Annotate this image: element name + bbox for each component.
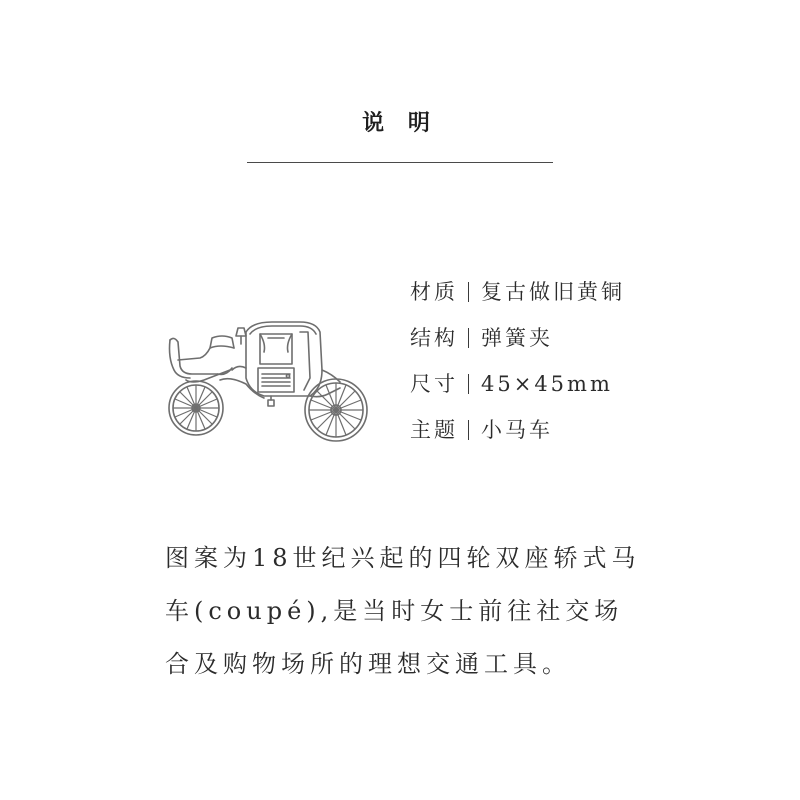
spec-label: 材质 <box>410 280 458 304</box>
spec-value: 45×45mm <box>481 372 613 396</box>
page-title: 说 明 <box>362 110 438 136</box>
spec-value: 小马车 <box>481 418 553 442</box>
description-line: 合及购物场所的理想交通工具。 <box>165 650 571 678</box>
spec-label: 尺寸 <box>410 372 458 396</box>
spec-label: 结构 <box>410 326 458 350</box>
description-line: 车(coupé),是当时女士前往社交场 <box>165 597 624 625</box>
spec-list <box>410 276 770 460</box>
spec-label: 主题 <box>410 418 458 442</box>
horse-carriage-icon <box>160 318 372 448</box>
spec-separator <box>468 328 469 348</box>
description-paragraph <box>165 538 685 697</box>
spec-value: 弹簧夹 <box>481 326 553 350</box>
spec-separator <box>468 374 469 394</box>
title-divider <box>247 162 553 163</box>
spec-separator <box>468 282 469 302</box>
description-line: 图案为18世纪兴起的四轮双座轿式马 <box>165 544 641 572</box>
spec-value: 复古做旧黄铜 <box>481 280 625 304</box>
spec-row-material <box>410 276 770 322</box>
spec-row-structure <box>410 322 770 368</box>
spec-row-theme <box>410 414 770 460</box>
spec-row-size <box>410 368 770 414</box>
spec-separator <box>468 420 469 440</box>
